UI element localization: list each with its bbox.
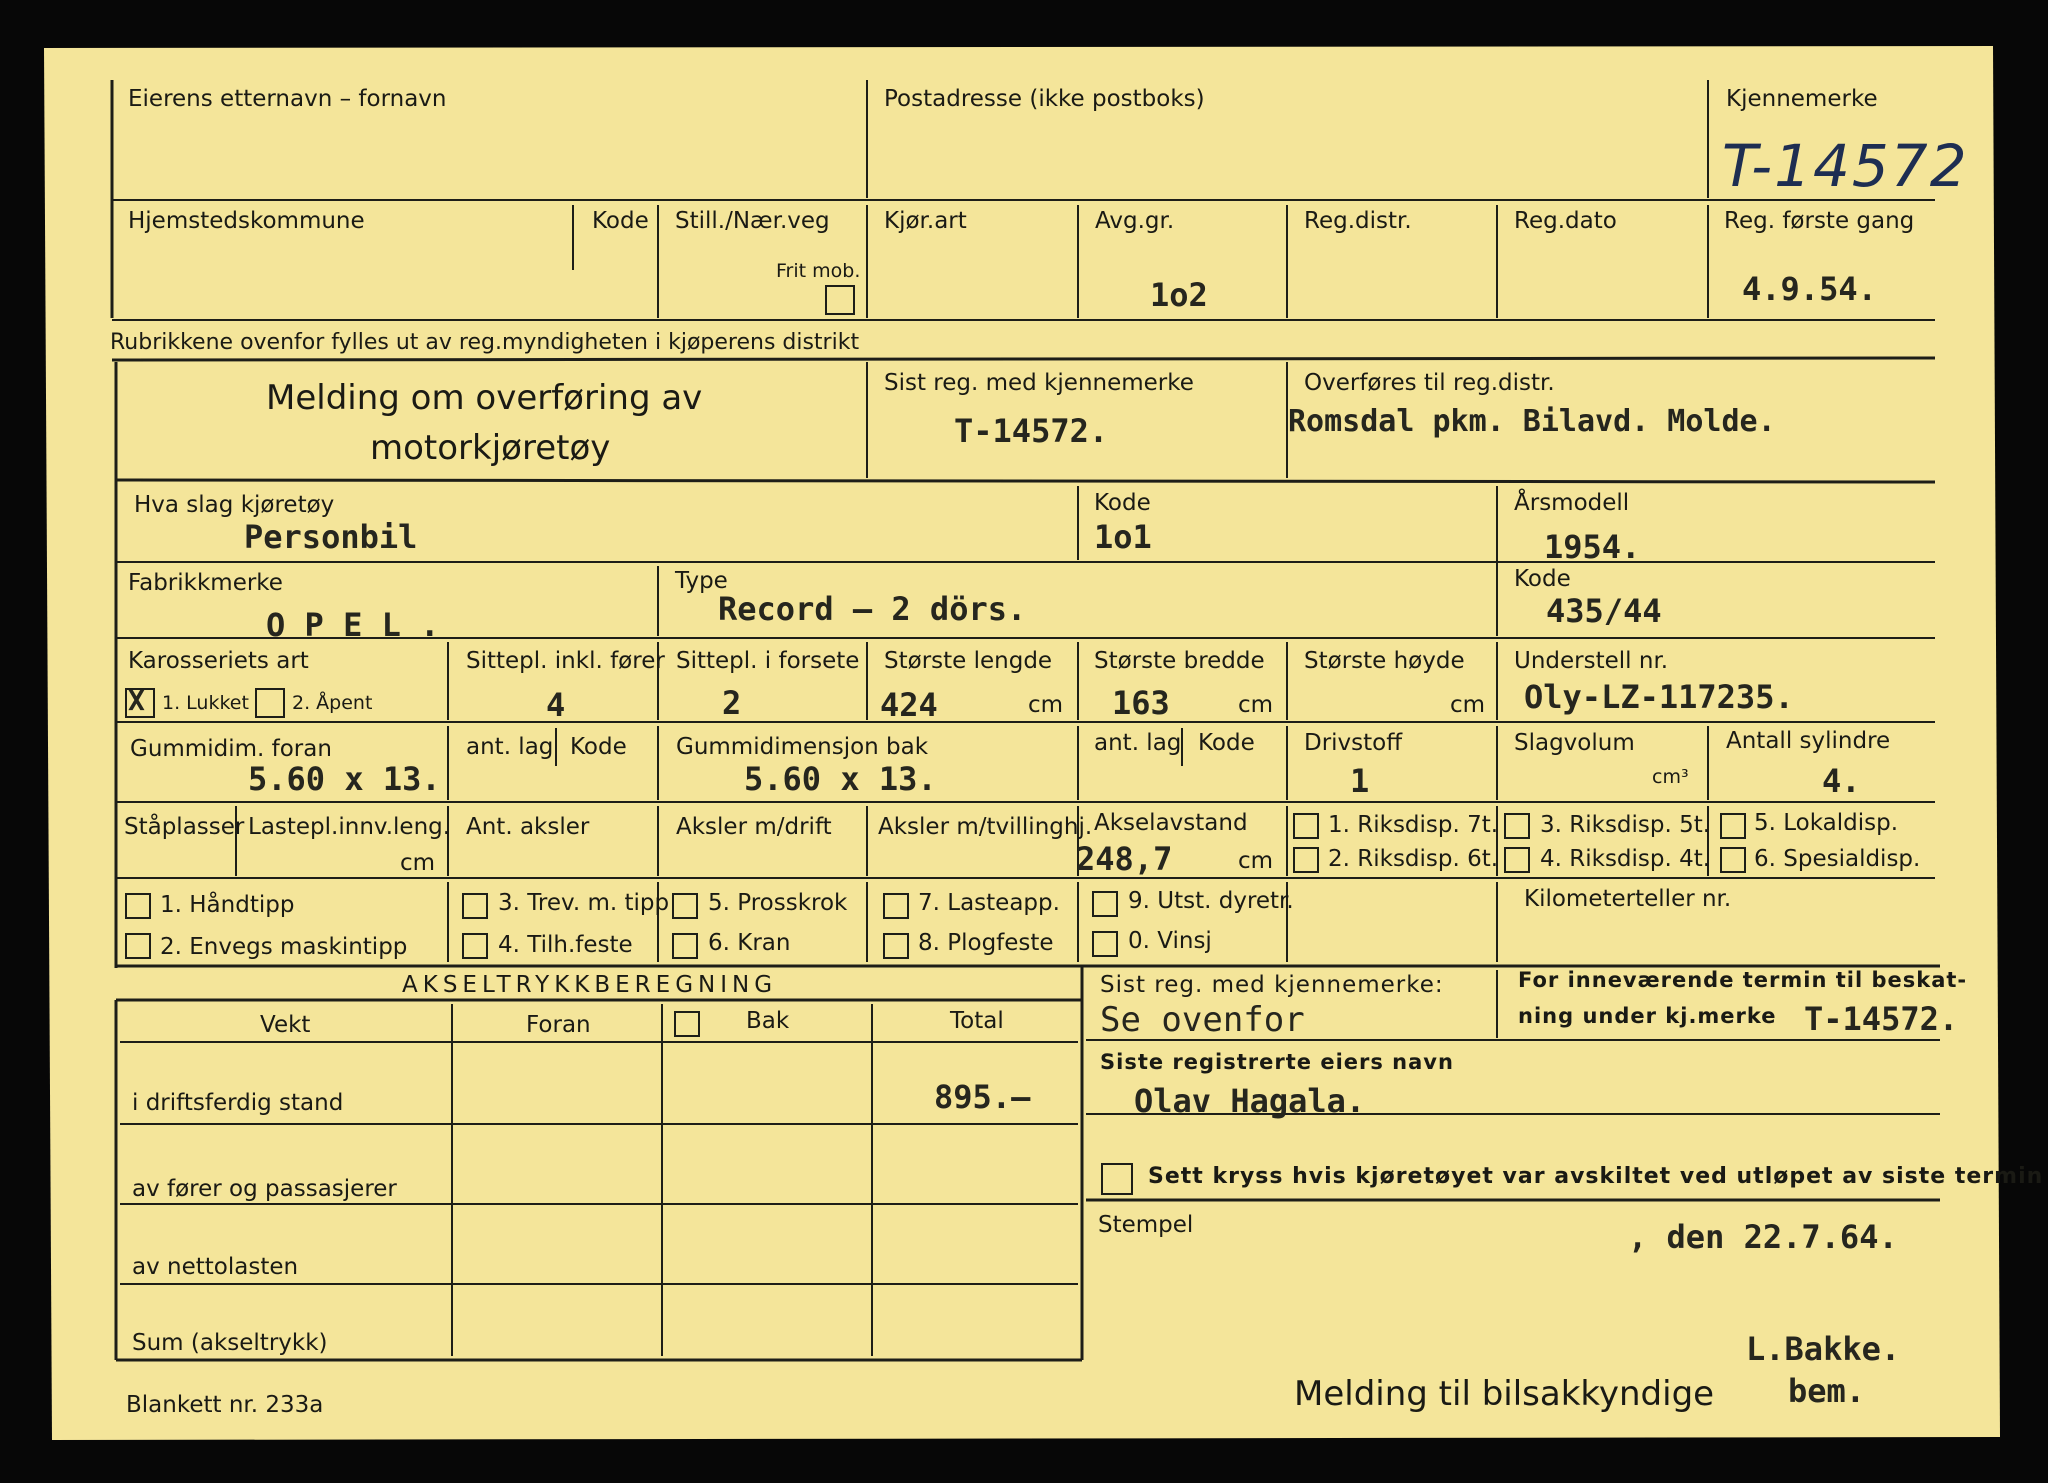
length-unit: cm: [1028, 692, 1064, 718]
plate-label: Kjennemerke: [1726, 86, 1878, 112]
displacement-label: Slagvolum: [1514, 730, 1635, 756]
e4-label: 4. Tilh.feste: [498, 932, 633, 958]
wheelbase-unit: cm: [1238, 848, 1274, 874]
disp4-label: 4. Riksdisp. 4t.: [1540, 846, 1711, 872]
body-type-label: Karosseriets art: [128, 648, 309, 674]
disp2-label: 2. Riksdisp. 6t.: [1328, 846, 1499, 872]
disp5-label: 5. Lokaldisp.: [1754, 810, 1899, 836]
closed-body-label: 1. Lukket: [162, 692, 249, 714]
e3-label: 3. Trev. m. tipp: [498, 890, 670, 916]
closed-body-mark: X: [128, 684, 145, 717]
tax-group-label: Avg.gr.: [1095, 208, 1175, 234]
height-label: Største høyde: [1304, 648, 1465, 674]
e7-label: 7. Lasteapp.: [918, 890, 1060, 916]
owner-name-label: Eierens etternavn – fornavn: [128, 86, 447, 112]
row-operating-total: 895.–: [934, 1078, 1031, 1116]
tire-front-value: 5.60 x 13.: [248, 760, 441, 798]
term-label-1: For inneværende termin til beskat-: [1518, 968, 1968, 992]
instruction-note: Rubrikkene ovenfor fylles ut av reg.myndigheten i kjøperens distrikt: [110, 330, 860, 355]
model-year-label: Årsmodell: [1514, 490, 1630, 516]
axle-load-heading: AKSELTRYKKBEREGNING: [402, 972, 778, 998]
displacement-unit: cm³: [1652, 766, 1689, 788]
chassis-label: Understell nr.: [1514, 648, 1669, 674]
e0-label: 0. Vinsj: [1128, 928, 1212, 954]
stamp-label: Stempel: [1098, 1212, 1194, 1238]
length-label: Største lengde: [884, 648, 1053, 674]
type-code-label: Kode: [1514, 566, 1571, 592]
height-unit: cm: [1450, 692, 1486, 718]
row-driver-passengers: av fører og passasjerer: [132, 1176, 397, 1202]
seats-label: Sittepl. inkl. fører: [466, 648, 665, 674]
last-reg-value-2: Se ovenfor: [1100, 1000, 1305, 1040]
length-value: 424: [880, 686, 938, 724]
kind-code-value: 1o1: [1094, 518, 1152, 556]
frit-mob-label: Frit mob.: [776, 260, 861, 282]
form-title-line1: Melding om overføring av: [266, 378, 703, 418]
e1-label: 1. Håndtipp: [160, 892, 295, 918]
last-reg-label-2: Sist reg. med kjennemerke:: [1100, 972, 1444, 998]
destination-note: Melding til bilsakkyndige: [1294, 1374, 1715, 1414]
row-operating: i driftsferdig stand: [132, 1090, 344, 1116]
type-code-value: 435/44: [1546, 592, 1662, 630]
odometer-label: Kilometerteller nr.: [1524, 886, 1732, 912]
col-weight: Vekt: [260, 1012, 311, 1038]
fuel-value: 1: [1350, 762, 1370, 800]
axle-count-label: Ant. aksler: [466, 814, 590, 840]
chassis-value: Oly-LZ-117235.: [1524, 678, 1794, 716]
cargo-unit: cm: [400, 850, 436, 876]
fuel-label: Drivstoff: [1304, 730, 1403, 756]
tire-ply-label-2: ant. lag: [1094, 730, 1182, 756]
e8-label: 8. Plogfeste: [918, 930, 1054, 956]
last-reg-value: T-14572.: [954, 412, 1109, 450]
drive-axles-label: Aksler m/drift: [676, 814, 832, 840]
form-number: Blankett nr. 233a: [126, 1392, 324, 1418]
wheelbase-label: Akselavstand: [1094, 810, 1248, 836]
cylinders-value: 4.: [1822, 762, 1861, 800]
twin-axles-label: Aksler m/tvillinghj.: [878, 814, 1093, 840]
standing-label: Ståplasser: [124, 814, 245, 840]
first-reg-value: 4.9.54.: [1742, 270, 1877, 308]
address-label: Postadresse (ikke postboks): [884, 86, 1205, 112]
front-seats-label: Sittepl. i forsete: [676, 648, 860, 674]
col-total: Total: [950, 1008, 1004, 1034]
first-reg-label: Reg. første gang: [1724, 208, 1915, 234]
kind-code-label: Kode: [1094, 490, 1151, 516]
e6-label: 6. Kran: [708, 930, 791, 956]
width-label: Største bredde: [1094, 648, 1265, 674]
e2-label: 2. Envegs maskintipp: [160, 934, 408, 960]
make-label: Fabrikkmerke: [128, 570, 283, 596]
signature-title: bem.: [1788, 1372, 1866, 1410]
type-value: Record – 2 dörs.: [718, 590, 1027, 628]
drive-type-label: Kjør.art: [884, 208, 967, 234]
open-body-label: 2. Åpent: [292, 692, 373, 714]
last-reg-label: Sist reg. med kjennemerke: [884, 370, 1194, 396]
plate-value-handwritten: T-14572: [1722, 132, 1969, 200]
row-sum: Sum (akseltrykk): [132, 1330, 328, 1356]
municipality-code-label: Kode: [592, 208, 649, 234]
disp1-label: 1. Riksdisp. 7t.: [1328, 812, 1499, 838]
date-value: , den 22.7.64.: [1628, 1218, 1898, 1256]
seats-value: 4: [546, 686, 566, 724]
tire-rear-label: Gummidimensjon bak: [676, 734, 929, 760]
reg-district-label: Reg.distr.: [1304, 208, 1412, 234]
width-unit: cm: [1238, 692, 1274, 718]
col-rear: Bak: [746, 1008, 790, 1034]
disp6-label: 6. Spesialdisp.: [1754, 846, 1921, 872]
form-title-line2: motorkjøretøy: [370, 428, 611, 468]
term-label-2: ning under kj.merke: [1518, 1004, 1777, 1028]
tire-rear-value: 5.60 x 13.: [744, 760, 937, 798]
cargo-label: Lastepl.innv.leng.: [248, 814, 451, 840]
kind-value: Personbil: [244, 518, 418, 556]
width-value: 163: [1112, 684, 1170, 722]
position-label: Still./Nær.veg: [675, 208, 830, 234]
kind-label: Hva slag kjøretøy: [134, 492, 335, 518]
tax-group-value: 1o2: [1150, 276, 1208, 314]
tire-ply-label: ant. lag: [466, 734, 554, 760]
last-owner-label: Siste registrerte eiers navn: [1100, 1050, 1454, 1074]
tire-front-label: Gummidim. foran: [130, 736, 332, 762]
tire-code-label: Kode: [570, 734, 627, 760]
row-net-load: av nettolasten: [132, 1254, 299, 1280]
make-value: O P E L .: [266, 606, 440, 644]
transfer-value: Romsdal pkm. Bilavd. Molde.: [1288, 404, 1776, 439]
model-year-value: 1954.: [1544, 528, 1641, 566]
reg-date-label: Reg.dato: [1514, 208, 1617, 234]
cylinders-label: Antall sylindre: [1726, 728, 1891, 754]
e5-label: 5. Prosskrok: [708, 890, 848, 916]
tire-code-label-2: Kode: [1198, 730, 1255, 756]
transfer-label: Overføres til reg.distr.: [1304, 370, 1555, 396]
last-owner-value: Olav Hagala.: [1134, 1082, 1366, 1120]
col-front: Foran: [526, 1012, 591, 1038]
e9-label: 9. Utst. dyretr.: [1128, 888, 1294, 914]
wheelbase-value: 248,7: [1076, 840, 1173, 878]
signature: L.Bakke.: [1746, 1330, 1901, 1368]
front-seats-value: 2: [722, 684, 742, 722]
type-label: Type: [675, 568, 728, 594]
deregistered-label: Sett kryss hvis kjøretøyet var avskiltet ved utløpet av siste termin: [1148, 1164, 2044, 1189]
municipality-label: Hjemstedskommune: [128, 208, 365, 234]
term-value: T-14572.: [1804, 1000, 1959, 1038]
disp3-label: 3. Riksdisp. 5t.: [1540, 812, 1711, 838]
